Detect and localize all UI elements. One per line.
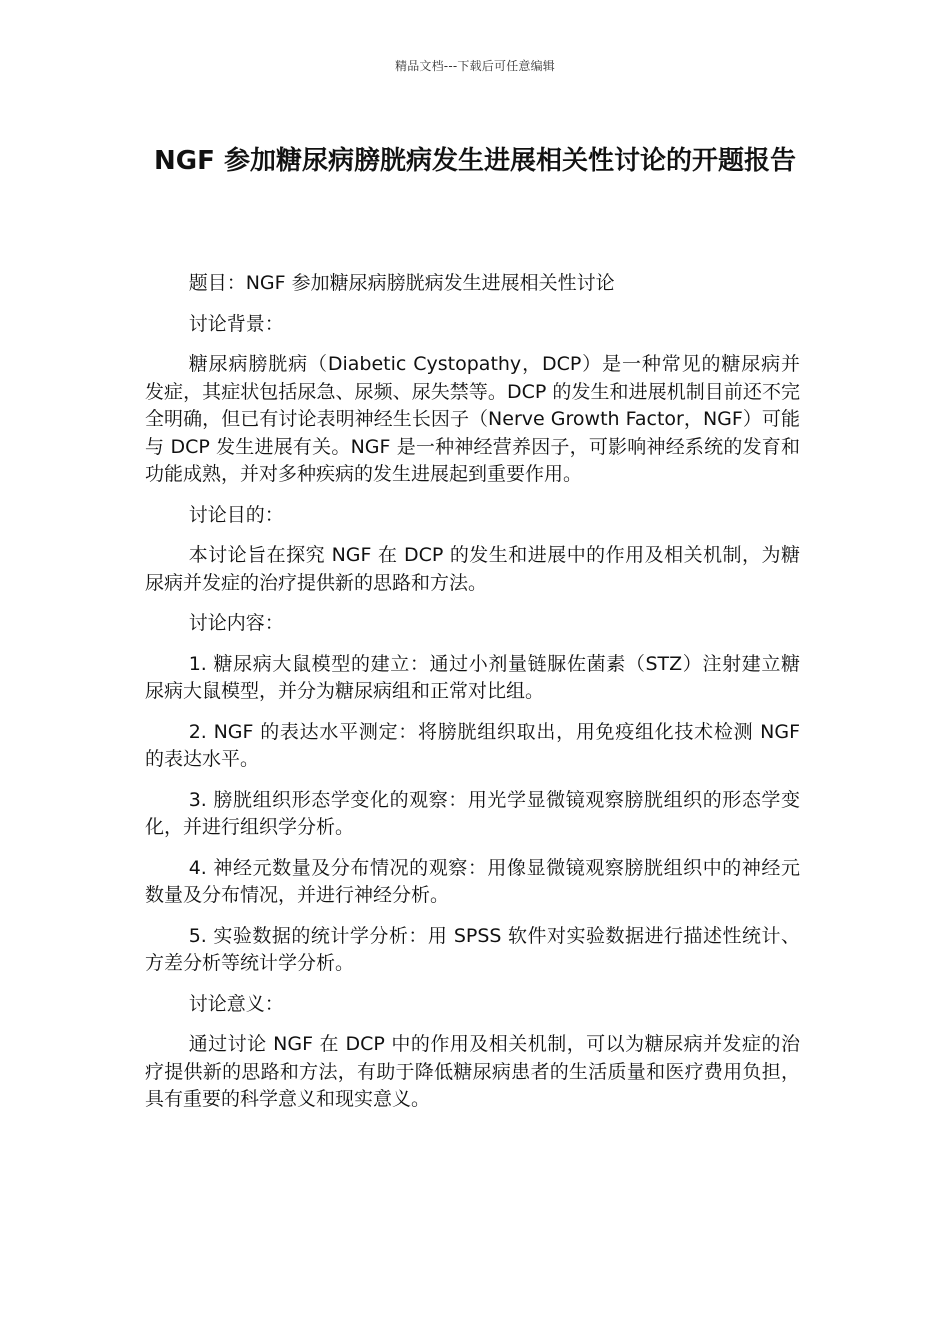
section-heading-purpose: 讨论目的： <box>188 503 284 526</box>
content-item-3: 3. 膀胱组织形态学变化的观察：用光学显微镜观察膀胱组织的形态学变化，并进行组织学分析。 <box>145 788 800 838</box>
section-heading-background: 讨论背景： <box>188 312 284 335</box>
document-body <box>145 270 800 1127</box>
page-header-note: 精品文档---下载后可任意编辑 <box>395 59 555 73</box>
document-title: NGF 参加糖尿病膀胱病发生进展相关性讨论的开题报告 <box>154 146 796 176</box>
topic-line: 题目：NGF 参加糖尿病膀胱病发生进展相关性讨论 <box>188 272 615 294</box>
purpose-paragraph: 本讨论旨在探究 NGF 在 DCP 的发生和进展中的作用及相关机制，为糖尿病并发症的治疗提供新的思路和方法。 <box>145 544 800 594</box>
section-heading-significance: 讨论意义： <box>188 992 284 1015</box>
content-item-4: 4. 神经元数量及分布情况的观察：用像显微镜观察膀胱组织中的神经元数量及分布情况，并进行神经分析。 <box>145 856 800 906</box>
section-heading-content: 讨论内容： <box>188 612 284 634</box>
content-item-1: 1. 糖尿病大鼠模型的建立：通过小剂量链脲佐菌素（STZ）注射建立糖尿病大鼠模型，并分为糖尿病组和正常对比组。 <box>145 652 800 702</box>
content-item-5: 5. 实验数据的统计学分析：用 SPSS 软件对实验数据进行描述性统计、方差分析等统计学分析。 <box>145 924 800 974</box>
significance-paragraph: 通过讨论 NGF 在 DCP 中的作用及相关机制，可以为糖尿病并发症的治疗提供新的思路和方法，有助于降低糖尿病患者的生活质量和医疗费用负担，具有重要的科学意义和现实意义。 <box>145 1033 800 1110</box>
background-paragraph: 糖尿病膀胱病（Diabetic Cystopathy，DCP）是一种常见的糖尿病并发症，其症状包括尿急、尿频、尿失禁等。DCP 的发生和进展机制目前还不完全明确，但已有讨论表明神经生长因子（Nerve Growth Factor，NGF）可能与 DCP 发生进展有关。NGF 是一种神经营养因子，可影响神经系统的发育和功能成熟，并对多种疾病的发生进展起到重要作用。 <box>145 353 800 485</box>
content-item-2: 2. NGF 的表达水平测定：将膀胱组织取出，用免疫组化技术检测 NGF 的表达水平。 <box>145 720 800 770</box>
